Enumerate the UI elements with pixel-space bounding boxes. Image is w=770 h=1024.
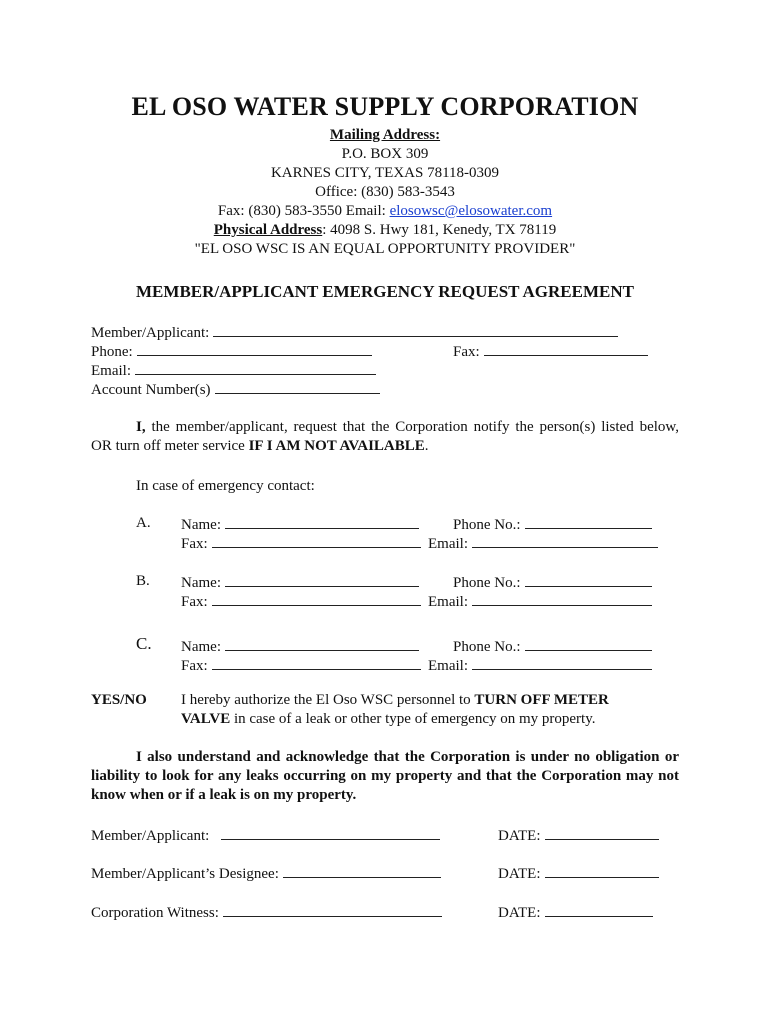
contact-b-email-label: Email: <box>428 594 468 610</box>
email-label: Email: <box>91 363 131 379</box>
contact-b-fax-label: Fax: <box>181 594 208 610</box>
contact-c-phone-line[interactable] <box>525 636 652 651</box>
signature-member-line[interactable] <box>221 825 440 840</box>
contact-a-fax-field[interactable] <box>181 533 421 554</box>
account-numbers-label: Account Number(s) <box>91 382 211 398</box>
request-lead: I, <box>136 419 146 435</box>
contact-a-fax-label: Fax: <box>181 536 208 552</box>
date-member-line[interactable] <box>545 825 659 840</box>
signature-member[interactable] <box>91 825 440 846</box>
phone-label: Phone: <box>91 344 133 360</box>
contact-b-name-label: Name: <box>181 575 221 591</box>
mailing-address-label: Mailing Address: <box>329 127 441 143</box>
contact-b-phone-label: Phone No.: <box>453 575 521 591</box>
contact-a-name-field[interactable] <box>181 514 419 535</box>
email-field[interactable] <box>91 360 376 381</box>
fax-label: Fax: <box>453 344 480 360</box>
request-end: . <box>424 438 429 454</box>
fax-field[interactable] <box>453 341 648 362</box>
date-witness-label: DATE: <box>498 905 541 921</box>
contact-c-fax-line[interactable] <box>212 655 421 670</box>
emergency-contact-label: In case of emergency contact: <box>136 478 315 494</box>
contact-c-name-label: Name: <box>181 639 221 655</box>
fax-line[interactable] <box>484 341 648 356</box>
phone-line[interactable] <box>137 341 372 356</box>
contact-c-email-label: Email: <box>428 658 468 674</box>
request-emphasis: IF I AM NOT AVAILABLE <box>248 438 425 454</box>
signature-witness-line[interactable] <box>223 902 442 917</box>
contact-a-email-field[interactable] <box>428 533 658 554</box>
date-witness-line[interactable] <box>545 902 653 917</box>
contact-b-fax-field[interactable] <box>181 591 421 612</box>
physical-address-value: : 4098 S. Hwy 181, Kenedy, TX 78119 <box>322 222 557 238</box>
contact-c-letter: C. <box>136 634 152 653</box>
contact-a-phone-label: Phone No.: <box>453 517 521 533</box>
contact-b-name-line[interactable] <box>225 572 419 587</box>
email-line[interactable] <box>135 360 376 375</box>
contact-c-fax-field[interactable] <box>181 655 421 676</box>
member-applicant-label: Member/Applicant: <box>91 325 210 341</box>
yes-no-option[interactable]: YES/NO <box>91 692 147 708</box>
acknowledge-paragraph: I also understand and acknowledge that the Corporation is under no obligation or liability to look for any leaks occurring on my property and that the Corporation may not know when or if a leak is on my property. <box>91 749 679 803</box>
signature-witness-label: Corporation Witness: <box>91 905 219 921</box>
po-box: P.O. BOX 309 <box>341 146 429 162</box>
contact-c-email-field[interactable] <box>428 655 652 676</box>
contact-b-email-field[interactable] <box>428 591 652 612</box>
contact-a-name-label: Name: <box>181 517 221 533</box>
signature-member-label: Member/Applicant: <box>91 828 210 844</box>
contact-c-name-field[interactable] <box>181 636 419 657</box>
date-designee-line[interactable] <box>545 863 659 878</box>
date-member[interactable] <box>498 825 659 846</box>
equal-opportunity: "EL OSO WSC IS AN EQUAL OPPORTUNITY PROVIDER" <box>194 241 576 257</box>
contact-c-fax-label: Fax: <box>181 658 208 674</box>
contact-c-email-line[interactable] <box>472 655 652 670</box>
signature-designee[interactable] <box>91 863 441 884</box>
contact-a-phone-line[interactable] <box>525 514 652 529</box>
contact-b-email-line[interactable] <box>472 591 652 606</box>
fax-email-line <box>0 202 770 221</box>
page-title: EL OSO WATER SUPPLY CORPORATION <box>131 92 639 121</box>
email-link[interactable]: elosowsc@elosowater.com <box>389 203 553 219</box>
form-title: MEMBER/APPLICANT EMERGENCY REQUEST AGREEMENT <box>136 282 634 301</box>
authorize-text-2: in case of a leak or other type of emergency on my property. <box>230 711 596 727</box>
contact-c-phone-field[interactable] <box>453 636 652 657</box>
contact-a-email-line[interactable] <box>472 533 658 548</box>
authorize-bold-2: VALVE <box>181 711 231 727</box>
fax-email-prefix: Fax: (830) 583-3550 Email: <box>217 203 390 219</box>
date-designee[interactable] <box>498 863 659 884</box>
signature-designee-label: Member/Applicant’s Designee: <box>91 866 279 882</box>
request-paragraph <box>91 418 679 456</box>
physical-address-line <box>0 221 770 240</box>
contact-a-phone-field[interactable] <box>453 514 652 535</box>
date-designee-label: DATE: <box>498 866 541 882</box>
contact-c-phone-label: Phone No.: <box>453 639 521 655</box>
contact-c-name-line[interactable] <box>225 636 419 651</box>
date-witness[interactable] <box>498 902 653 923</box>
contact-b-phone-line[interactable] <box>525 572 652 587</box>
authorize-line-2 <box>181 710 595 729</box>
authorize-bold-1: TURN OFF METER <box>474 692 609 708</box>
date-member-label: DATE: <box>498 828 541 844</box>
contact-a-fax-line[interactable] <box>212 533 421 548</box>
phone-field[interactable] <box>91 341 372 362</box>
office-phone: Office: (830) 583-3543 <box>315 184 455 200</box>
contact-b-letter: B. <box>136 573 150 589</box>
city-line: KARNES CITY, TEXAS 78118-0309 <box>270 165 500 181</box>
contact-b-phone-field[interactable] <box>453 572 652 593</box>
contact-b-fax-line[interactable] <box>212 591 421 606</box>
contact-a-name-line[interactable] <box>225 514 419 529</box>
contact-a-letter: A. <box>136 515 151 531</box>
authorize-line-1 <box>181 691 609 710</box>
contact-b-name-field[interactable] <box>181 572 419 593</box>
contact-a-email-label: Email: <box>428 536 468 552</box>
request-text: the member/applicant, request that the Corporation notify the person(s) listed below, OR turn off meter service <box>91 419 679 454</box>
member-applicant-field[interactable] <box>91 322 618 343</box>
physical-address-label: Physical Address <box>213 222 323 238</box>
signature-witness[interactable] <box>91 902 442 923</box>
authorize-text-1: I hereby authorize the El Oso WSC personnel to <box>181 692 475 708</box>
account-numbers-field[interactable] <box>91 379 380 400</box>
member-applicant-line[interactable] <box>213 322 618 337</box>
signature-designee-line[interactable] <box>283 863 441 878</box>
account-numbers-line[interactable] <box>215 379 380 394</box>
